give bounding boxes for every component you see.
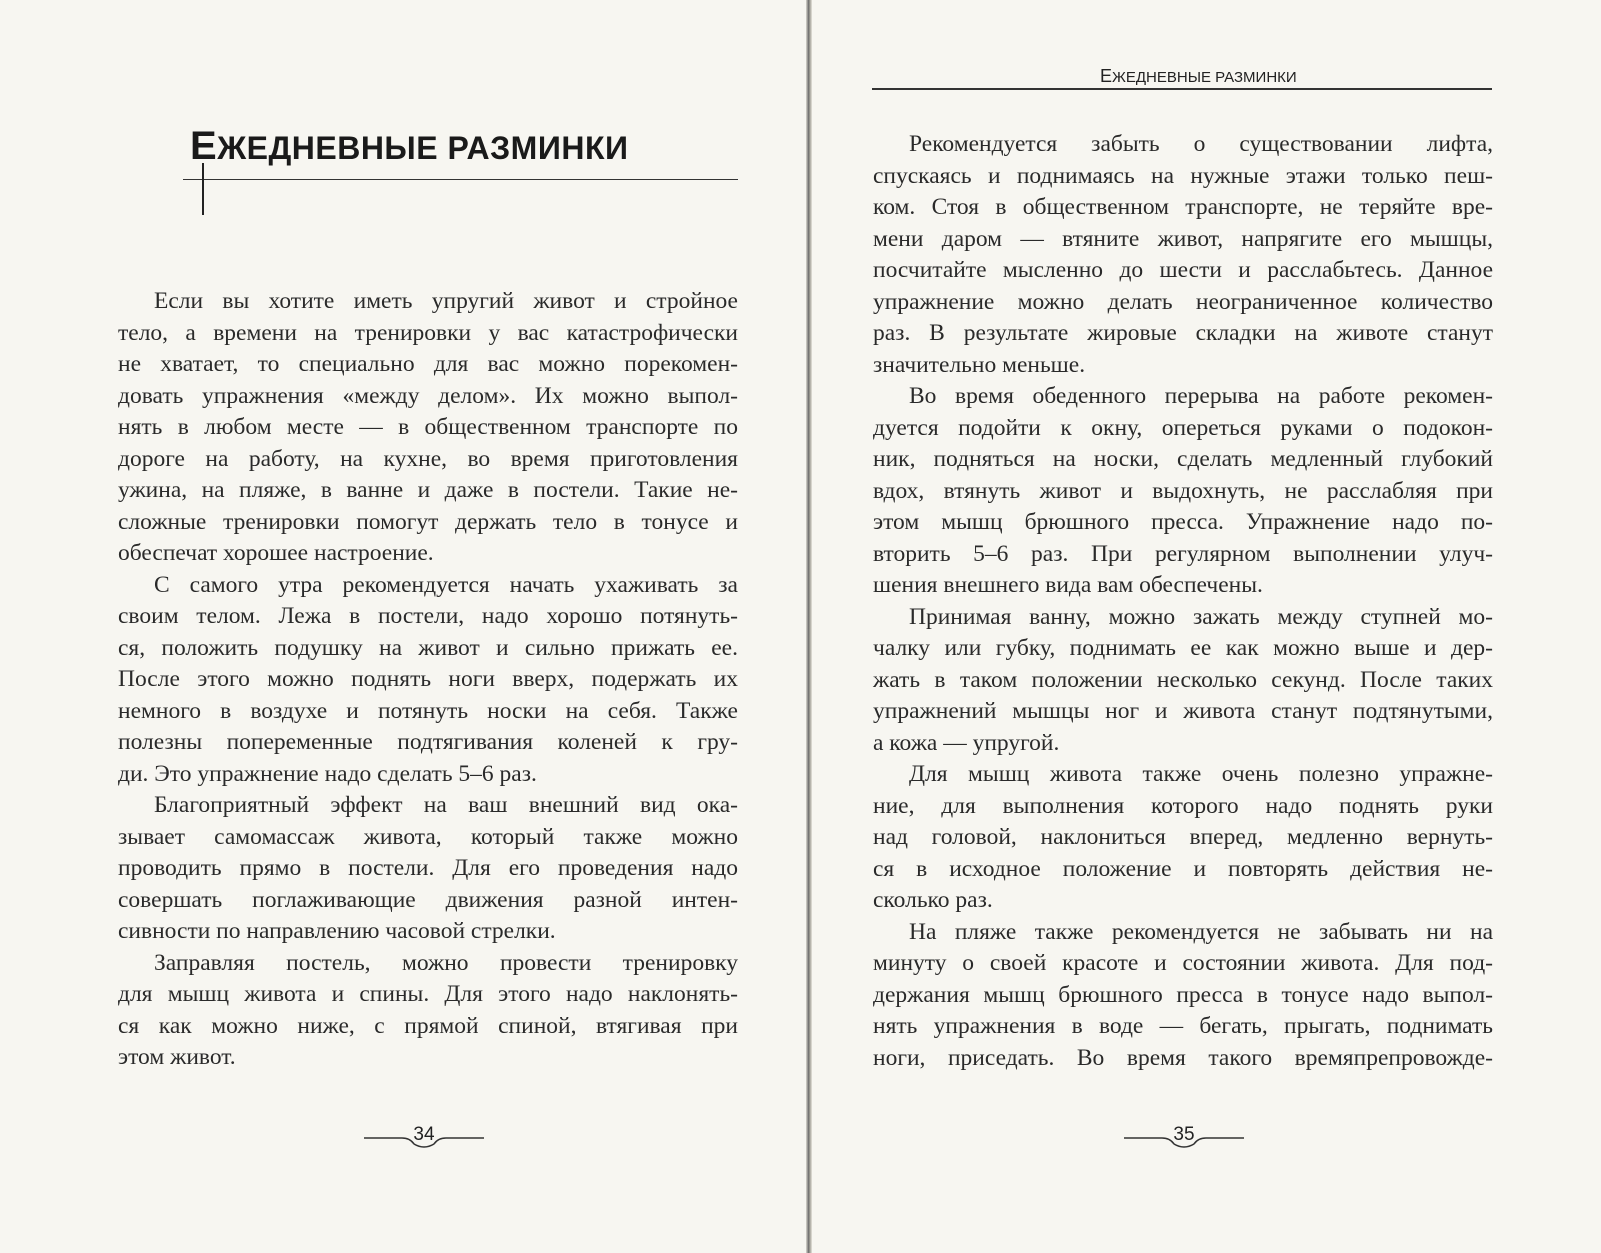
text-line: вторить 5–6 раз. При регулярном выполнении улуч- (873, 540, 1493, 567)
text-line: ник, подняться на носки, сделать медленный глубокий (873, 446, 1493, 472)
page-number-label: 34 (413, 1124, 435, 1145)
text-line: минуту о своей красоте и состоянии живота. Для под- (873, 950, 1493, 976)
text-line: После этого можно поднять ноги вверх, подержать их (118, 666, 738, 692)
text-line: посчитайте мысленно до шести и расслабьтесь. Данное (873, 257, 1493, 283)
text-line: Если вы хотите иметь упругий живот и стройное (154, 288, 738, 314)
text-line: спускаясь и поднимаясь на нужные этажи только пеш- (873, 162, 1493, 189)
running-head (1100, 66, 1297, 87)
text-line: ся как можно ниже, с прямой спиной, втягивая при (118, 1012, 738, 1039)
text-line: дороге на работу, на кухне, во время приготовления (118, 445, 738, 472)
page-number-left (364, 1122, 484, 1152)
chapter-title (190, 124, 628, 169)
text-line: не хватает, то специально для вас можно порекомен- (118, 351, 738, 377)
text-line: нять в любом месте — в общественном транспорте по (118, 414, 738, 440)
text-line: ноги, приседать. Во время такого времяпрепровожде- (873, 1044, 1493, 1071)
text-line: зывает самомассаж живота, который также можно (118, 823, 738, 850)
text-line: Рекомендуется забыть о существовании лифта, (909, 131, 1493, 157)
text-line: этом живот. (118, 1044, 236, 1070)
text-line: нять упражнения в воде — бегать, прыгать, поднимать (873, 1013, 1493, 1039)
text-line: вдох, втянуть живот и выдохнуть, не расслабляя при (873, 477, 1493, 504)
chapter-title-initial: Е (190, 124, 218, 168)
text-line: сивности по направлению часовой стрелки. (118, 918, 556, 944)
text-line: полезны попеременные подтягивания коленей к гру- (118, 729, 738, 755)
text-line: раз. В результате жировые складки на животе станут (873, 320, 1493, 346)
chapter-title-tick (202, 163, 204, 215)
text-line: ужина, на пляже, в ванне и даже в постели. Такие не- (118, 477, 738, 503)
text-line: дуется подойти к окну, опереться руками о подокон- (873, 414, 1493, 441)
text-line: сколько раз. (873, 887, 993, 913)
text-line: ние, для выполнения которого надо поднять руки (873, 792, 1493, 819)
text-line: а кожа — упругой. (873, 729, 1060, 756)
page-number-right (1124, 1122, 1244, 1152)
text-line: обеспечат хорошее настроение. (118, 540, 434, 566)
text-line: над головой, наклониться вперед, медленно вернуть- (873, 824, 1493, 850)
text-line: Благоприятный эффект на ваш внешний вид ока- (154, 792, 738, 818)
text-line: довать упражнения «между делом». Их можно выпол- (118, 382, 738, 409)
running-head-initial: Е (1100, 66, 1113, 86)
text-line: Во время обеденного перерыва на работе рекомен- (909, 383, 1493, 409)
text-line: мени даром — втяните живот, напрягите его мышцы, (873, 225, 1493, 252)
left-page-body (118, 286, 738, 1074)
book-gutter (806, 0, 812, 1253)
text-line: упражнение можно делать неограниченное количество (873, 288, 1493, 315)
text-line: проводить прямо в постели. Для его проведения надо (118, 855, 738, 881)
text-line: На пляже также рекомендуется не забывать ни на (909, 918, 1493, 945)
text-line: значительно меньше. (873, 351, 1086, 378)
text-line: этом мышц брюшного пресса. Упражнение надо по- (873, 509, 1493, 535)
text-line: сложные тренировки помогут держать тело в тонусе и (118, 508, 738, 535)
text-line: ди. Это упражнение надо сделать 5–6 раз. (118, 760, 537, 787)
text-line: своим телом. Лежа в постели, надо хорошо потянуть- (118, 603, 738, 629)
text-line: ся в исходное положение и повторять действия не- (873, 855, 1493, 882)
text-line: упражнений мышцы ног и живота станут подтянутыми, (873, 698, 1493, 724)
text-line: ся, положить подушку на живот и сильно прижать ее. (118, 634, 738, 661)
text-line: немного в воздухе и потянуть носки на себя. Также (118, 697, 738, 724)
text-line: Заправляя постель, можно провести тренировку (154, 949, 738, 976)
text-line: держания мышц брюшного пресса в тонусе надо выпол- (873, 981, 1493, 1008)
text-line: Принимая ванну, можно зажать между ступней мо- (909, 603, 1493, 630)
text-line: С самого утра рекомендуется начать ухаживать за (154, 571, 738, 598)
text-line: для мышц живота и спины. Для этого надо наклонять- (118, 981, 738, 1007)
text-line: тело, а времени на тренировки у вас катастрофически (118, 319, 738, 346)
text-line: совершать поглаживающие движения разной интен- (118, 886, 738, 913)
chapter-title-rest: ЖЕДНЕВНЫЕ РАЗМИНКИ (217, 130, 629, 166)
running-head-rest: ЖЕДНЕВНЫЕ РАЗМИНКИ (1112, 69, 1297, 86)
page-number-label: 35 (1173, 1124, 1195, 1145)
text-line: чалку или губку, поднимать ее как можно выше и дер- (873, 635, 1493, 661)
chapter-title-rule (183, 179, 738, 180)
right-page-body (873, 129, 1493, 1074)
text-line: шения внешнего вида вам обеспечены. (873, 572, 1263, 598)
running-head-rule (872, 88, 1492, 90)
text-line: ком. Стоя в общественном транспорте, не теряйте вре- (873, 194, 1493, 220)
text-line: жать в таком положении несколько секунд. После таких (873, 666, 1493, 693)
text-line: Для мышц живота также очень полезно упражне- (909, 761, 1493, 787)
